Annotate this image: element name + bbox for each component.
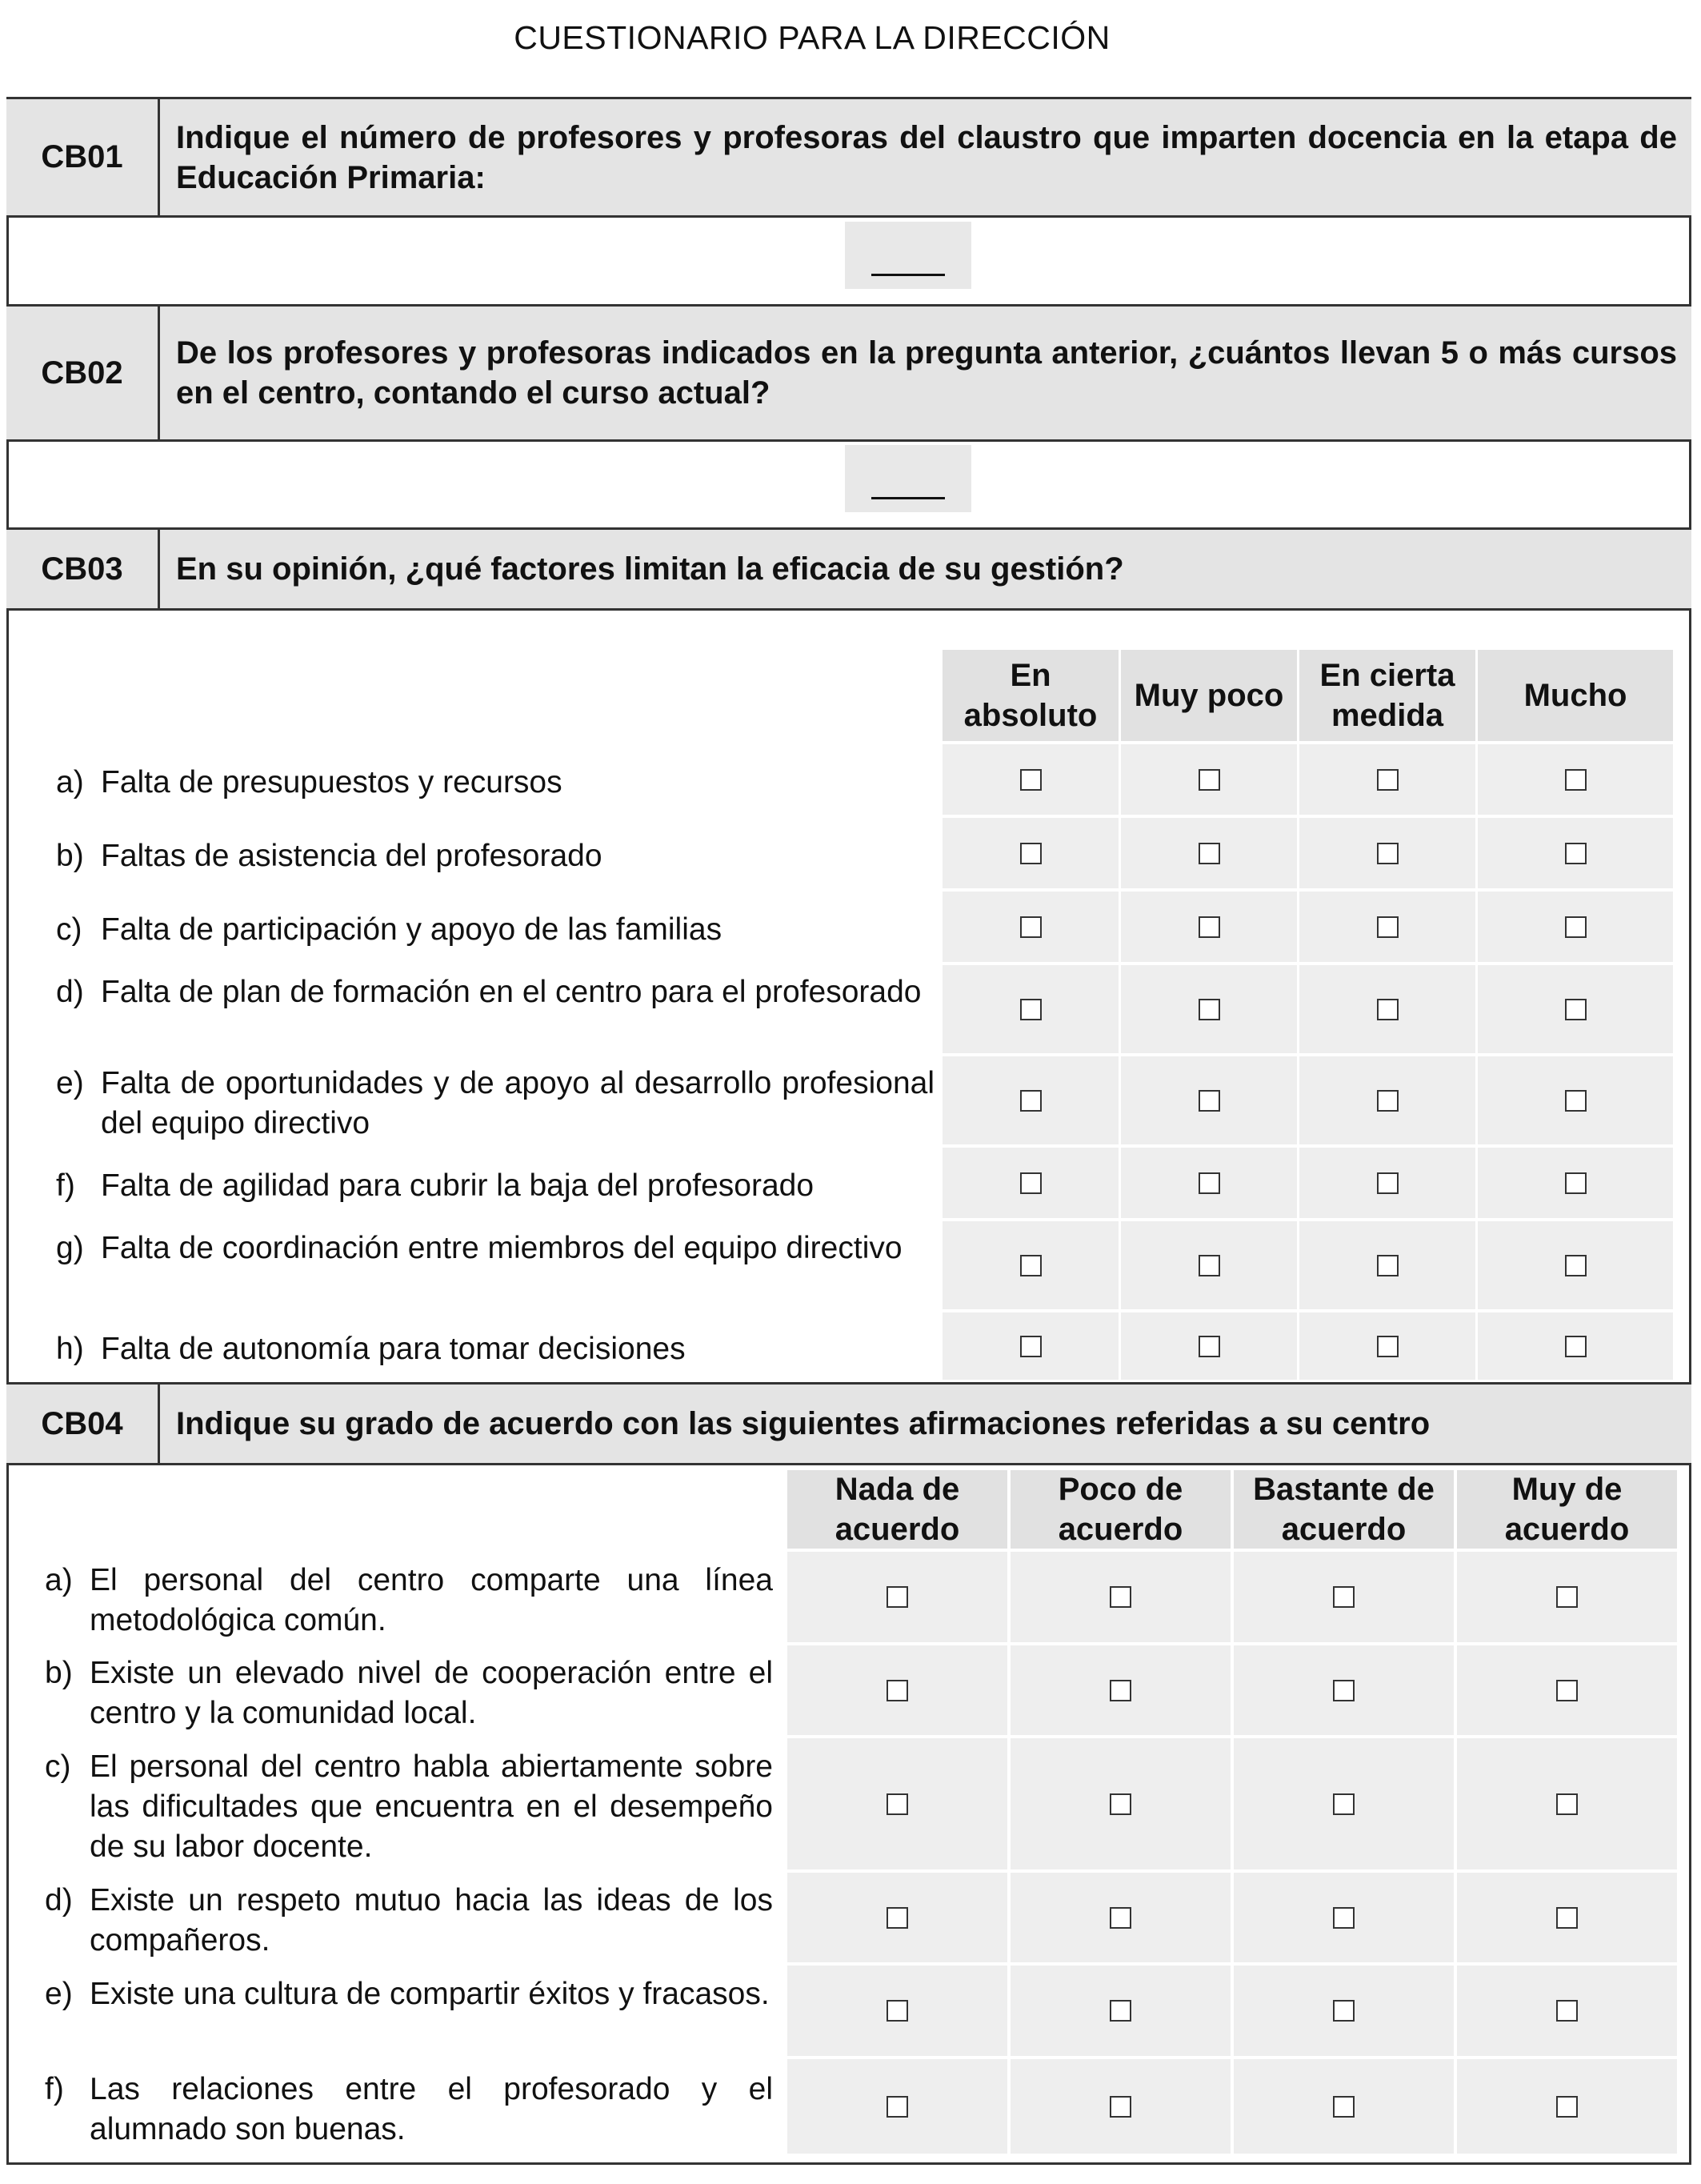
checkbox[interactable] xyxy=(1110,1586,1131,1608)
checkbox[interactable] xyxy=(1199,1336,1220,1357)
checkbox[interactable] xyxy=(1377,1090,1399,1112)
item-letter: f) xyxy=(56,1168,75,1203)
answer-cell xyxy=(787,1738,1007,1869)
question-text: Indique su grado de acuerdo con las siguientes afirmaciones referidas a su centro xyxy=(176,1406,1431,1441)
checkbox[interactable] xyxy=(887,2000,908,2022)
scale-header: Poco de acuerdo xyxy=(1011,1470,1231,1549)
question-code: CB03 xyxy=(6,530,160,608)
item-row xyxy=(56,1329,935,1369)
checkbox[interactable] xyxy=(1556,1680,1578,1701)
question-header-cb04 xyxy=(6,1382,1691,1465)
item-letter: a) xyxy=(56,765,84,799)
checkbox[interactable] xyxy=(1199,999,1220,1020)
item-letter: h) xyxy=(56,1332,84,1366)
answer-line xyxy=(871,274,945,276)
question-header-cb03 xyxy=(6,527,1691,611)
scale-header: Muy de acuerdo xyxy=(1457,1470,1677,1549)
checkbox[interactable] xyxy=(887,1793,908,1815)
scale-header: Bastante de acuerdo xyxy=(1234,1470,1454,1549)
item-row xyxy=(45,1747,773,1867)
checkbox[interactable] xyxy=(887,1680,908,1701)
item-letter: c) xyxy=(45,1749,71,1784)
answer-cell xyxy=(1299,1148,1475,1218)
answer-cell xyxy=(943,818,1119,888)
checkbox[interactable] xyxy=(1556,1793,1578,1815)
item-text: Las relaciones entre el profesorado y el alumnado son buenas. xyxy=(90,2072,773,2146)
answer-cell xyxy=(1011,1552,1231,1642)
answer-cell xyxy=(1478,744,1673,815)
answer-cell xyxy=(1457,1552,1677,1642)
question-text: Indique el número de profesores y profesoras del claustro que imparten docencia en la etapa de Educación Primaria: xyxy=(176,119,1677,195)
checkbox[interactable] xyxy=(1020,769,1042,791)
item-row xyxy=(56,1228,935,1308)
question-code: CB01 xyxy=(6,99,160,215)
item-letter: a) xyxy=(45,1562,73,1597)
page-title: CUESTIONARIO PARA LA DIRECCIÓN xyxy=(514,19,1111,56)
answer-cell xyxy=(1011,1645,1231,1735)
item-letter: b) xyxy=(56,839,84,873)
item-letter: c) xyxy=(56,912,82,947)
item-text: Falta de participación y apoyo de las familias xyxy=(101,912,722,947)
checkbox[interactable] xyxy=(1377,1255,1399,1276)
item-letter: d) xyxy=(45,1883,73,1918)
checkbox[interactable] xyxy=(1333,1586,1355,1608)
answer-cell xyxy=(943,744,1119,815)
item-text: El personal del centro habla abiertamente sobre las dificultades que encuentra en el desempeño de su labor docente. xyxy=(90,1749,773,1864)
item-text: Existe una cultura de compartir éxitos y fracasos. xyxy=(90,1976,770,2011)
answer-cell xyxy=(1299,818,1475,888)
checkbox[interactable] xyxy=(1565,1090,1587,1112)
question-text: De los profesores y profesoras indicados en la pregunta anterior, ¿cuántos llevan 5 o más cursos en el centro, contando el curso actual? xyxy=(176,335,1677,411)
item-row xyxy=(45,1653,773,1733)
checkbox[interactable] xyxy=(1199,769,1220,791)
item-row xyxy=(56,1166,935,1206)
item-text: Falta de coordinación entre miembros del equipo directivo xyxy=(101,1231,903,1265)
answer-cell xyxy=(1299,1221,1475,1309)
checkbox[interactable] xyxy=(1199,1090,1220,1112)
item-letter: d) xyxy=(56,975,84,1009)
item-letter: g) xyxy=(56,1231,84,1265)
answer-cell xyxy=(787,1552,1007,1642)
question-header-cb02 xyxy=(6,304,1691,442)
cb02-answer-field[interactable] xyxy=(845,445,971,512)
answer-cell xyxy=(943,1312,1119,1380)
answer-cell xyxy=(1299,1312,1475,1380)
item-row xyxy=(45,1561,773,1641)
checkbox[interactable] xyxy=(1020,999,1042,1020)
checkbox[interactable] xyxy=(1110,1907,1131,1929)
answer-cell xyxy=(1299,892,1475,962)
checkbox[interactable] xyxy=(887,1586,908,1608)
answer-cell xyxy=(1478,1312,1673,1380)
scale-header: Muy poco xyxy=(1121,650,1297,741)
scale-header: En absoluto xyxy=(943,650,1119,741)
scale-header: En cierta medida xyxy=(1299,650,1475,741)
answer-cell xyxy=(1478,1221,1673,1309)
checkbox[interactable] xyxy=(1377,999,1399,1020)
answer-cell xyxy=(787,1966,1007,2056)
item-text: Faltas de asistencia del profesorado xyxy=(101,839,602,873)
answer-cell xyxy=(1121,1221,1297,1309)
answer-cell xyxy=(1121,818,1297,888)
question-code: CB02 xyxy=(6,307,160,439)
checkbox[interactable] xyxy=(1556,1907,1578,1929)
checkbox[interactable] xyxy=(1020,916,1042,938)
checkbox[interactable] xyxy=(1020,1090,1042,1112)
checkbox[interactable] xyxy=(1110,2096,1131,2118)
answer-cell xyxy=(1478,818,1673,888)
checkbox[interactable] xyxy=(1020,1172,1042,1194)
answer-line xyxy=(871,497,945,499)
item-row xyxy=(45,2070,773,2150)
checkbox[interactable] xyxy=(1565,843,1587,864)
answer-cell xyxy=(1478,1148,1673,1218)
checkbox[interactable] xyxy=(1556,2000,1578,2022)
checkbox[interactable] xyxy=(1556,2096,1578,2118)
checkbox[interactable] xyxy=(1565,999,1587,1020)
answer-cell xyxy=(943,1221,1119,1309)
checkbox[interactable] xyxy=(1565,1336,1587,1357)
answer-cell xyxy=(787,2059,1007,2154)
scale-header: Mucho xyxy=(1478,650,1673,741)
checkbox[interactable] xyxy=(1377,916,1399,938)
answer-cell xyxy=(1121,744,1297,815)
checkbox[interactable] xyxy=(1333,2096,1355,2118)
checkbox[interactable] xyxy=(887,1907,908,1929)
checkbox[interactable] xyxy=(1333,1680,1355,1701)
answer-cell xyxy=(1121,1056,1297,1144)
item-row xyxy=(56,836,935,876)
item-text: El personal del centro comparte una línea metodológica común. xyxy=(90,1562,773,1637)
answer-cell xyxy=(1234,1738,1454,1869)
checkbox[interactable] xyxy=(1199,1172,1220,1194)
answer-cell xyxy=(1457,1873,1677,1962)
answer-cell xyxy=(943,1056,1119,1144)
checkbox[interactable] xyxy=(1199,843,1220,864)
answer-cell xyxy=(1011,2059,1231,2154)
answer-cell xyxy=(943,892,1119,962)
answer-cell xyxy=(1457,1738,1677,1869)
answer-cell xyxy=(787,1873,1007,1962)
question-text: En su opinión, ¿qué factores limitan la eficacia de su gestión? xyxy=(176,551,1124,587)
answer-cell xyxy=(1234,1873,1454,1962)
checkbox[interactable] xyxy=(1110,1680,1131,1701)
checkbox[interactable] xyxy=(1565,1172,1587,1194)
item-letter: e) xyxy=(45,1976,73,2011)
answer-cell xyxy=(1234,1966,1454,2056)
checkbox[interactable] xyxy=(1110,2000,1131,2022)
question-code: CB04 xyxy=(6,1385,160,1463)
checkbox[interactable] xyxy=(1333,1793,1355,1815)
checkbox[interactable] xyxy=(1333,1907,1355,1929)
checkbox[interactable] xyxy=(887,2096,908,2118)
answer-cell xyxy=(1478,965,1673,1053)
checkbox[interactable] xyxy=(1565,916,1587,938)
answer-cell xyxy=(1121,1148,1297,1218)
checkbox[interactable] xyxy=(1377,1336,1399,1357)
answer-cell xyxy=(1234,1645,1454,1735)
item-letter: e) xyxy=(56,1066,84,1100)
checkbox[interactable] xyxy=(1565,1255,1587,1276)
answer-cell xyxy=(1121,1312,1297,1380)
answer-cell xyxy=(1478,892,1673,962)
item-text: Falta de agilidad para cubrir la baja del profesorado xyxy=(101,1168,814,1203)
checkbox[interactable] xyxy=(1565,769,1587,791)
checkbox[interactable] xyxy=(1020,1255,1042,1276)
item-letter: f) xyxy=(45,2072,64,2106)
item-text: Existe un elevado nivel de cooperación entre el centro y la comunidad local. xyxy=(90,1656,773,1730)
answer-cell xyxy=(1457,1645,1677,1735)
checkbox[interactable] xyxy=(1020,843,1042,864)
answer-cell xyxy=(1299,1056,1475,1144)
cb01-answer-field[interactable] xyxy=(845,222,971,289)
item-text: Falta de presupuestos y recursos xyxy=(101,765,562,799)
item-row xyxy=(56,763,935,803)
item-row xyxy=(56,910,935,950)
checkbox[interactable] xyxy=(1333,2000,1355,2022)
item-text: Falta de autonomía para tomar decisiones xyxy=(101,1332,686,1366)
item-row xyxy=(45,1881,773,1961)
item-letter: b) xyxy=(45,1656,73,1690)
answer-cell xyxy=(1457,1966,1677,2056)
item-text: Existe un respeto mutuo hacia las ideas de los compañeros. xyxy=(90,1883,773,1958)
item-text: Falta de plan de formación en el centro para el profesorado xyxy=(101,975,922,1009)
item-text: Falta de oportunidades y de apoyo al desarrollo profesional del equipo directivo xyxy=(101,1066,935,1140)
item-row xyxy=(45,1974,773,2054)
answer-cell xyxy=(1299,965,1475,1053)
item-row xyxy=(56,1064,935,1144)
question-header-cb01 xyxy=(6,97,1691,218)
answer-cell xyxy=(1299,744,1475,815)
answer-cell xyxy=(1011,1738,1231,1869)
checkbox[interactable] xyxy=(1199,916,1220,938)
answer-cell xyxy=(787,1645,1007,1735)
answer-cell xyxy=(943,1148,1119,1218)
answer-cell xyxy=(1121,892,1297,962)
answer-cell xyxy=(1234,2059,1454,2154)
checkbox[interactable] xyxy=(1110,1793,1131,1815)
checkbox[interactable] xyxy=(1199,1255,1220,1276)
item-row xyxy=(56,972,935,1052)
checkbox[interactable] xyxy=(1020,1336,1042,1357)
answer-cell xyxy=(1121,965,1297,1053)
checkbox[interactable] xyxy=(1377,1172,1399,1194)
answer-cell xyxy=(943,965,1119,1053)
answer-cell xyxy=(1478,1056,1673,1144)
answer-cell xyxy=(1011,1966,1231,2056)
scale-header: Nada de acuerdo xyxy=(787,1470,1007,1549)
checkbox[interactable] xyxy=(1377,769,1399,791)
answer-cell xyxy=(1011,1873,1231,1962)
checkbox[interactable] xyxy=(1556,1586,1578,1608)
answer-cell xyxy=(1234,1552,1454,1642)
answer-cell xyxy=(1457,2059,1677,2154)
checkbox[interactable] xyxy=(1377,843,1399,864)
